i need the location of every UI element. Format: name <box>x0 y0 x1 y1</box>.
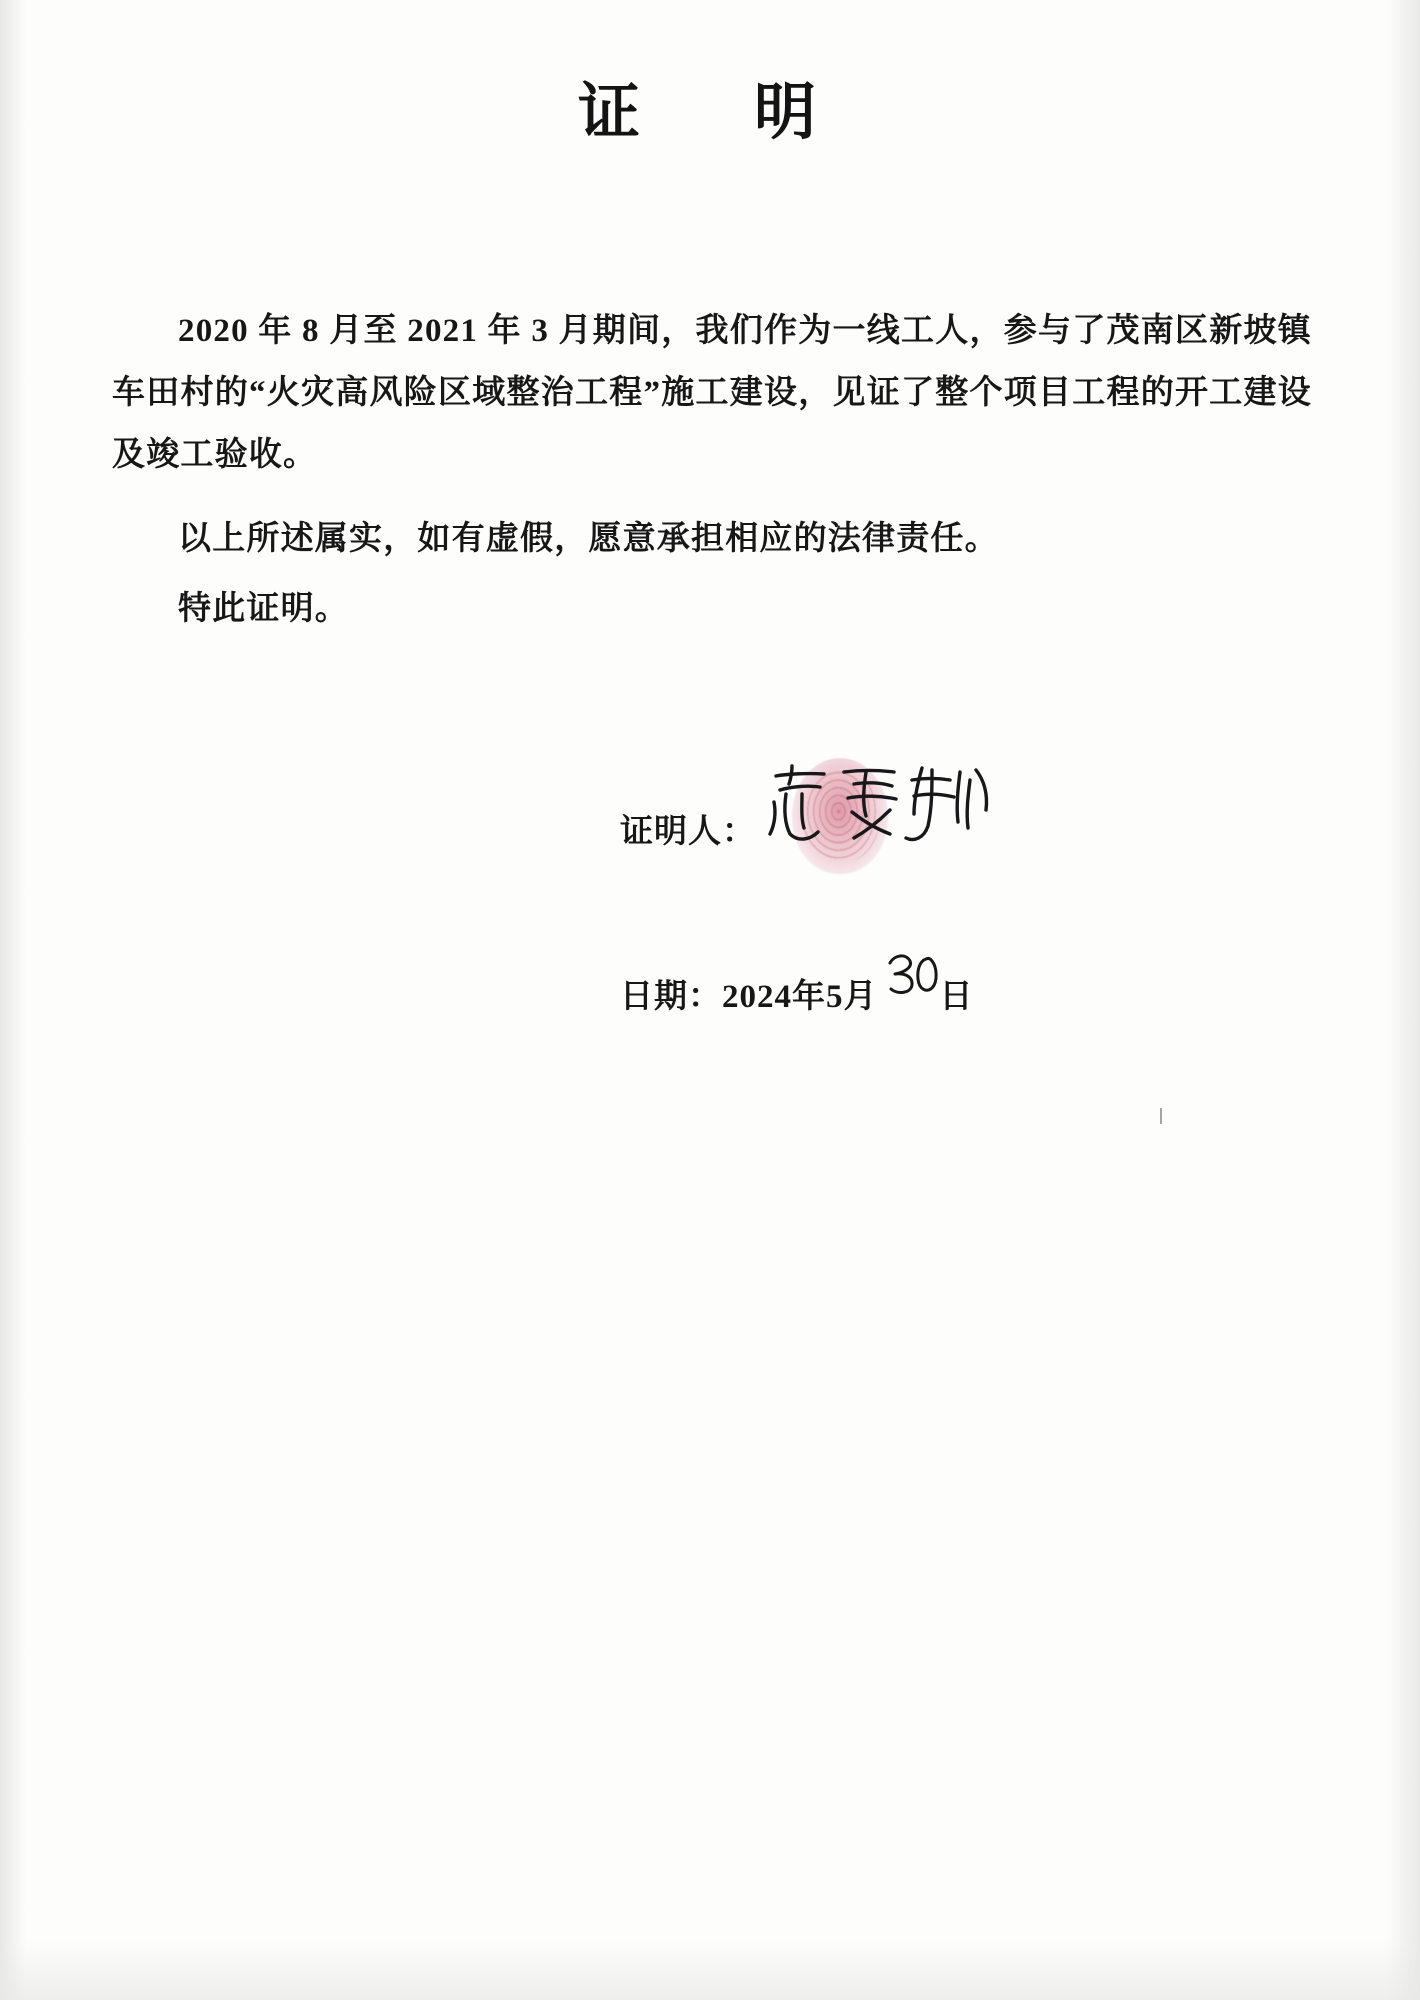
handwritten-signature <box>762 750 1022 860</box>
paragraph-1: 2020 年 8 月至 2021 年 3 月期间，我们作为一线工人，参与了茂南区新坡镇车田村的“火灾高风险区域整治工程”施工建设，见证了整个项目工程的开工建设及竣工验收。 <box>112 313 1312 473</box>
date-day-unit: 日 <box>939 979 974 1015</box>
date-day-handwritten <box>878 965 940 1007</box>
signature-label: 证明人： <box>620 814 756 850</box>
document-body <box>112 300 1312 640</box>
date-month-unit: 月 <box>843 979 878 1015</box>
date-year: 2024 <box>722 979 792 1015</box>
date-year-unit: 年 <box>792 979 826 1015</box>
date-prefix: 日期： <box>620 979 722 1015</box>
paragraph-3: 特此证明。 <box>178 591 349 627</box>
signature-area <box>762 750 1022 860</box>
date-row <box>620 965 974 1017</box>
date-month: 5 <box>826 979 844 1015</box>
scan-shadow-right <box>1386 0 1420 2000</box>
page-title: 证 明 <box>577 79 842 147</box>
scan-shadow-bottom <box>0 1940 1420 2000</box>
paragraph-2: 以上所述属实，如有虚假，愿意承担相应的法律责任。 <box>178 521 999 557</box>
stray-pen-mark <box>1160 1108 1162 1124</box>
scan-shadow-left <box>0 0 26 2000</box>
signature-row <box>620 750 1022 860</box>
